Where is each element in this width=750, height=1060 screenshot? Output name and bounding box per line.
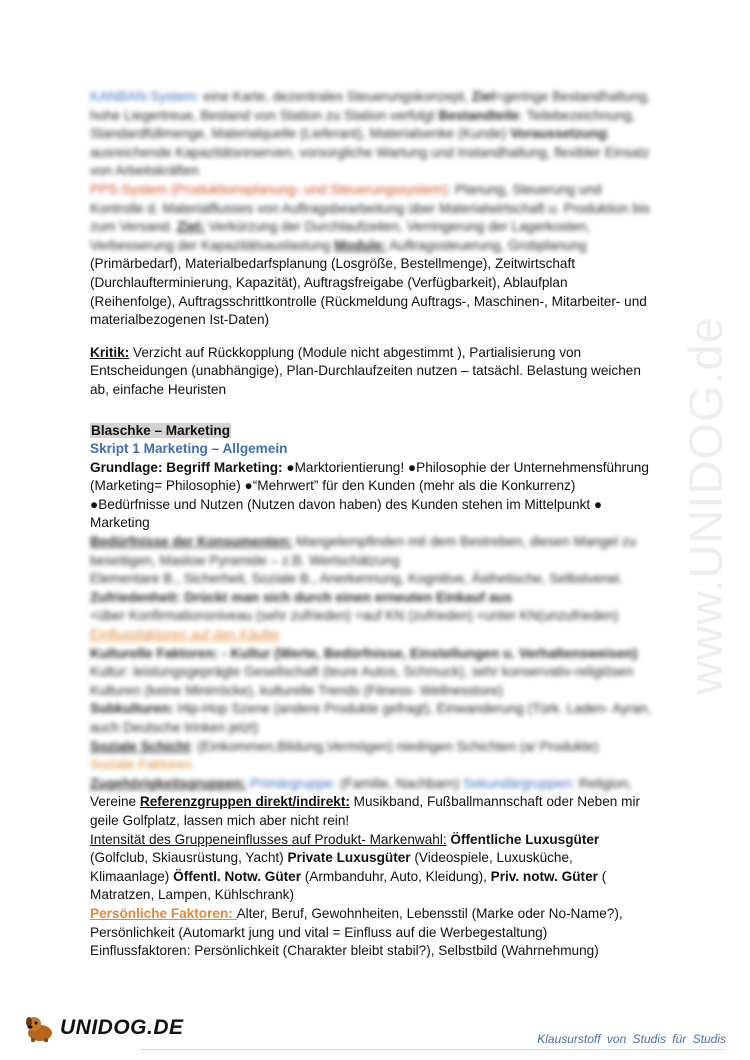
grundlage-label: Grundlage: Begriff Marketing: [90, 459, 283, 475]
blurred-marketing-block [90, 533, 652, 793]
logo-text: UNIDOG.DE [60, 1016, 184, 1039]
kanban-bestandteile-label: Bestandteile [438, 107, 520, 123]
sekundaergruppe-label: Sekundärgruppen: [463, 775, 576, 791]
persoenlichkeit-text: Persönlichkeit (Automarkt jung und vital = Einfluss auf die Werbegestaltung) [90, 924, 548, 940]
persoenliche-text: Alter, Beruf, Gewohnheiten, Lebensstil (Marke oder No-Name?), [236, 905, 623, 921]
kanban-ziel-label: Ziel [471, 89, 496, 104]
persoenliche-paragraph [90, 905, 652, 924]
zugehoerigkeit-text: Religion, [575, 775, 632, 791]
einflussfaktoren-text: Einflussfaktoren: Persönlichkeit (Charakter bleibt stabil?), Selbstbild (Wahrnehmung) [90, 943, 599, 959]
schicht-text: : (Einkommen,Bildung,Vermögen) niedrigen Schichten (a/ Produkte) [189, 738, 599, 754]
konfirmation-text: <über Konfirmationsniveau (sehr zufrieden) =auf KN (zufrieden) <unter KN(unzufrieden) [90, 608, 619, 624]
pps-module-label: Module: [334, 237, 387, 253]
vereine-paragraph [90, 793, 652, 830]
intensitaet-text: (Golfclub, Skiausrüstung, Yacht) [90, 850, 288, 866]
intensitaet-label: Intensität des Gruppeneinflusses auf Produkt- Markenwahl: [90, 831, 447, 847]
intensitaet-text: ( Matratzen, Lampen, Kühlschrank) [90, 868, 607, 903]
subkulturen-label: Subkulturen: [90, 701, 174, 717]
grundlage-text: ●Marktorientierung! ●Philosophie der Unternehmensführung (Marketing= Philosophie) ●“Mehrwert” für den Kunden (mehr als die Konkurrenz) ●Bedürfnisse und Nutzen (Nutzen davon haben) des Kunden stehen im Mittelpunkt ● Marketing [90, 459, 649, 531]
pps-label: PPS-System (Produktionsplanung- und Steuerungssystem) [90, 181, 448, 197]
pps-text: Verkürzung der Durchlaufzeiten, Verringerung der Lagerkosten, Verbesserung der Kapazitätsauslastung [90, 219, 591, 253]
intensitaet-text: (Armbanduhr, Auto, Kleidung), [301, 868, 491, 884]
pps-text: Auftragssteuerung, Grobplanung [386, 237, 587, 253]
schicht-label: Soziale Schicht [90, 738, 190, 754]
einfluss-heading: Einflussfaktoren auf den Käufer [90, 627, 280, 643]
intensitaet-paragraph [90, 831, 652, 905]
kanban-text: =geringe Bestandhaltung, hohe Liegertreue, Bestand von Station zu Station verfolgt [90, 89, 651, 123]
document-body [90, 88, 652, 961]
kritik-paragraph [90, 344, 652, 400]
kritik-label: Kritik: [90, 344, 130, 360]
vereine-text: Vereine [90, 794, 140, 810]
oeffentliche-luxusgueter-label: Öffentliche Luxusgüter [446, 831, 600, 847]
kanban-paragraph [90, 88, 652, 255]
elementare-text: Elementare B., Sicherheit, Soziale B., Anerkennung, Kognitive, Ästhetische, Selbstverwi. [90, 571, 623, 587]
kanban-text: : Teilebezeichnung, Standardfüllmenge, Materialquelle (Lieferant), Materialsenke (Kunde) [90, 107, 636, 142]
watermark [675, 270, 735, 740]
footer-logo [22, 1013, 184, 1043]
zugehoerigkeit-label: Zugehörigkeitsgruppen: [90, 775, 247, 791]
beduerfnisse-text: Mangelempfinden mit dem Bestreben, diesen Mangel zu beseitigen, Maslow Pyramide – z.B. Wertschätzung [90, 534, 637, 568]
kanban-text: eine Karte, dezentrales Steuerungskonzept, [199, 89, 472, 104]
persoenliche-faktoren-label: Persönliche Faktoren: [90, 905, 237, 921]
footer-tagline: Klausurstoff von Studis für Studis [537, 1032, 726, 1046]
footer-divider [140, 1049, 726, 1050]
section-heading: Blaschke – Marketing [91, 422, 231, 438]
beduerfnisse-label: Bedürfnisse der Konsumenten: [90, 534, 293, 550]
kanban-voraussetzung-label: Voraussetzung [510, 126, 607, 142]
kanban-label: KANBAN-System: [90, 89, 200, 104]
intensitaet-text: (Videospiele, Luxusküche, Klimaanlage) [90, 850, 573, 884]
dog-icon [22, 1013, 58, 1043]
pps-modules-text: (Primärbedarf), Materialbedarfsplanung (Losgröße, Bestellmenge), Zeitwirtschaft (Durchlaufterminierung, Kapazität), Auftragsfreigabe (Verfügbarkeit), Ablaufplan (Reihenfolge), Auftragsschrittkontrolle (Rückmeldung Auftrags-, Maschinen-, Mitarbeiter- und materialbezogenen Ist-Daten) [90, 256, 647, 328]
referenzgruppen-label: Referenzgruppen direkt/indirekt: [139, 794, 350, 810]
priv-notw-gueter-label: Priv. notw. Güter [490, 868, 598, 884]
kritik-text: Verzicht auf Rückkopplung (Module nicht abgestimmt ), Partialisierung von Entscheidungen (unabhängige), Plan-Durchlaufzeiten nutzen – tatsächl. Belastung weichen ab, einfache Heuristen [90, 344, 641, 397]
zufriedenheit-text: Zufriedenheit: Drückt man sich durch einen erneuten Einkauf aus [90, 589, 513, 605]
pps-ziel-label: Ziel: [176, 219, 205, 235]
kulturelle-label: Kulturelle Faktoren: - Kultur (Werte, Bedürfnisse, Einstellungen u. Verhaltensweisen) [90, 645, 638, 661]
kanban-text: : ausreichende Kapazitätsreserven, vorsorgliche Wartung und Instandhaltung, flexibler Einsatz von Arbeitskräften [90, 126, 650, 179]
grundlage-paragraph [90, 459, 652, 533]
zugehoerigkeit-text: (Familie, Nachbarn) [336, 775, 464, 791]
subkulturen-text: Hip-Hop Szene (andere Produkte gefragt), Einwanderung (Türk. Laden- Ayran, auch Deutsche trinken jetzt) [90, 701, 652, 735]
soziale-heading: Soziale Faktoren [90, 757, 193, 773]
pps-text: : Planung, Steuerung und Kontrolle d. Materialflusses von Auftragsbearbeitung über Materialwirtschaft u. Produktion bis zum Versand. [90, 181, 650, 235]
watermark-text: www.UNIDOG.de [678, 315, 732, 695]
private-luxusgueter-label: Private Luxusgüter [287, 850, 411, 866]
vereine-text: Musikband, Fußballmannschaft oder Neben mir geile Golfplatz, lassen mich aber nicht rein! [90, 794, 641, 828]
kulturelle-text: Kultur: leistungsgeprägte Gesellschaft (teure Autos, Schmuck), sehr konservativ-religiösen Kulturen (keine Minirröcke), kulturelle Trends (Fitness- Wellnesstore) [90, 664, 634, 698]
oeffentl-notw-gueter-label: Öffentl. Notw. Güter [173, 868, 301, 884]
primaergruppe-label: Primärgruppe: [246, 775, 337, 791]
section-subheading: Skript 1 Marketing – Allgemein [90, 441, 288, 457]
